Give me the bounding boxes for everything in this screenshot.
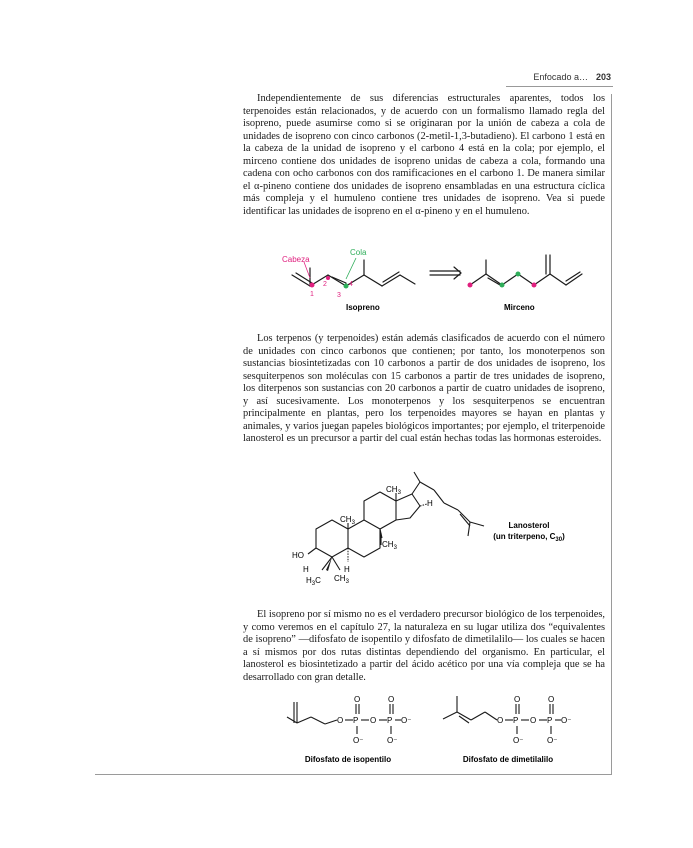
paragraph-isoprene-rule: Independientemente de sus diferencias estructurales aparentes, todos los terpenoides están relacionados, y de acuerdo con un formalismo llamado regla del isopreno, puede asumirse como si se originaran por la unión de cabeza a cola de unidades de isopreno con cinco carbonos (2-metil-1,3-butadieno). El carbono 1 está en la cabeza de la unidad de isopreno y el carbono 4 está en la cola; por ejemplo, el mirceno contiene dos unidades de isopreno unidas de cabeza a cola, formando una cadena con ocho carbonos con dos ramificaciones en el carbono 1. De manera similar el α-pineno contiene dos unidades de isopreno ensambladas en una estructura cíclica más compleja y el humuleno contiene tres unidades de isopreno. Vea si puede identificar las unidades de isopreno en el α-pineno y en el humuleno.: [243, 93, 605, 217]
paragraph-terpene-classes: Los terpenos (y terpenoides) están además clasificados de acuerdo con el número de unidades con cinco carbonos que contienen; por tanto, los monoterpenos son sustancias biosintetizadas con 10 carbonos a partir de dos unidades de isopreno, los sesquiterpenos son moléculas con 15 carbonos a partir de tres unidades de isopreno, los diterpenos son sustancias con 20 carbonos a partir de cuatro unidades de isopreno, y así sucesivamente. Los monoterpenos y los sesquiterpenos se encuentran principalmente en plantas, pero los terpenoides mayores se hayan en plantas y animales, y varios juegan papeles biológicos importantes; por ejemplo, el triterpenoide lanosterol es un precursor a partir del cual están hechas todas las hormonas esteroides.: [243, 333, 605, 444]
head-label: Cabeza: [282, 255, 310, 264]
dmapp-o-2: O: [530, 716, 537, 725]
header-rule: [506, 86, 613, 87]
dmapp-o-anion-1: O⁻: [513, 736, 524, 745]
label-ch3-c4: $CH_3$: [334, 574, 349, 585]
ipp-p-1: P: [353, 716, 359, 725]
carbon-number-2: 2: [323, 281, 327, 288]
running-head: [533, 72, 611, 82]
dmapp-o-1: O: [497, 716, 504, 725]
ipp-o-top-2: O: [388, 695, 395, 704]
dmapp-o-anion-2: O⁻: [547, 736, 558, 745]
label-h3c: $H_3C$: [306, 576, 321, 587]
ipp-o-top-1: O: [354, 695, 361, 704]
label-h-c9: H: [344, 565, 350, 574]
lanosterol-name: Lanosterol: [508, 521, 550, 530]
label-ch3-c14: $CH_3$: [382, 540, 397, 551]
tail-label: Cola: [350, 248, 367, 257]
myrcene-label: Mirceno: [504, 303, 535, 312]
isoprene-label: Isopreno: [346, 303, 380, 312]
carbon-number-1: 1: [310, 291, 314, 298]
carbon-number-4: 4: [349, 281, 353, 288]
section-title: Enfocado a…: [533, 72, 588, 82]
ipp-p-2: P: [387, 716, 393, 725]
dmapp-p-1: P: [513, 716, 519, 725]
label-ch3-c10: $CH_3$: [340, 515, 355, 526]
carbon-number-3: 3: [337, 292, 341, 299]
dmapp-o-top-2: O: [548, 695, 555, 704]
ipp-o-2: O: [370, 716, 377, 725]
isopentenyl-label: Difosfato de isopentilo: [304, 755, 392, 764]
ipp-o-1: O: [337, 716, 344, 725]
label-h-c5: H: [303, 565, 309, 574]
figure-isoprene-myrcene: [270, 242, 600, 318]
figure-lanosterol: [282, 470, 602, 588]
page-number: 203: [595, 72, 611, 82]
paragraph-isoprene-equivalents: El isopreno por sí mismo no es el verdadero precursor biológico de los terpenoides, y como veremos en el capítulo 27, la naturaleza en su lugar utiliza dos “equivalentes de isopreno” —difosfato de isopentilo y difosfato de dimetilalilo— los cuales se hacen a sí mismos por dos rutas distintas dependiendo del organismo. En particular, el lanosterol es biosintetizado a partir del ácido acético por una vía compleja que se ha desarrollado con gran detalle.: [243, 609, 605, 683]
ipp-o-anion-end: O⁻: [401, 716, 412, 725]
ipp-o-anion-2: O⁻: [387, 736, 398, 745]
label-h-c17: H: [427, 499, 433, 508]
lanosterol-subtitle: (un triterpeno, $C_{30}$): [493, 532, 565, 543]
figure-diphosphates: [275, 690, 600, 772]
dmapp-o-anion-end: O⁻: [561, 716, 572, 725]
label-ch3-c13: $CH_3$: [386, 485, 401, 496]
dmapp-p-2: P: [547, 716, 553, 725]
ipp-o-anion-1: O⁻: [353, 736, 364, 745]
dimethylallyl-label: Difosfato de dimetilalilo: [462, 755, 554, 764]
label-ho: HO: [292, 551, 304, 560]
dmapp-o-top-1: O: [514, 695, 521, 704]
